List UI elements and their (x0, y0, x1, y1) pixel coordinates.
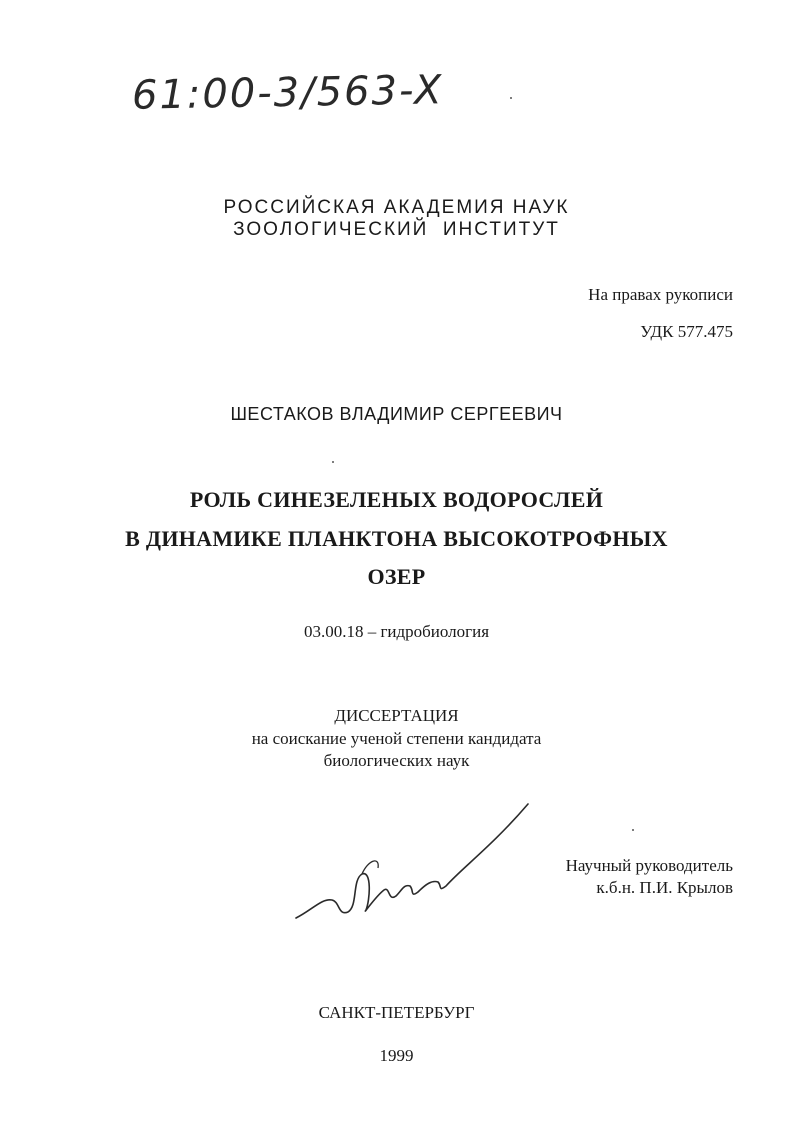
supervisor-label: Научный руководитель (565, 856, 733, 875)
institute-name: ЗООЛОГИЧЕСКИЙ ИНСТИТУТ (233, 219, 560, 240)
scan-speck (510, 97, 512, 99)
year: 1999 (379, 1046, 414, 1065)
rights-note: На правах рукописи (588, 285, 733, 304)
archive-code: 61:00-3/563-X (131, 67, 444, 119)
title-line-2: В ДИНАМИКЕ ПЛАНКТОНА ВЫСОКОТРОФНЫХ (125, 526, 668, 551)
city: САНКТ-ПЕТЕРБУРГ (318, 1003, 475, 1022)
dissertation-line-1: на соискание ученой степени кандидата (251, 729, 542, 748)
signature (292, 800, 532, 930)
title-line-3: ОЗЕР (367, 564, 426, 589)
scan-speck (332, 461, 334, 463)
dissertation-line-2: биологических наук (323, 751, 470, 770)
scan-speck (632, 829, 634, 831)
academy-name: РОССИЙСКАЯ АКАДЕМИЯ НАУК (223, 197, 570, 218)
supervisor-name: к.б.н. П.И. Крылов (596, 878, 733, 897)
title-line-1: РОЛЬ СИНЕЗЕЛЕНЫХ ВОДОРОСЛЕЙ (189, 487, 604, 512)
dissertation-heading: ДИССЕРТАЦИЯ (334, 706, 459, 725)
author-name: ШЕСТАКОВ ВЛАДИМИР СЕРГЕЕВИЧ (230, 404, 563, 424)
specialty: 03.00.18 – гидробиология (303, 622, 490, 641)
udc-code: УДК 577.475 (640, 322, 733, 341)
